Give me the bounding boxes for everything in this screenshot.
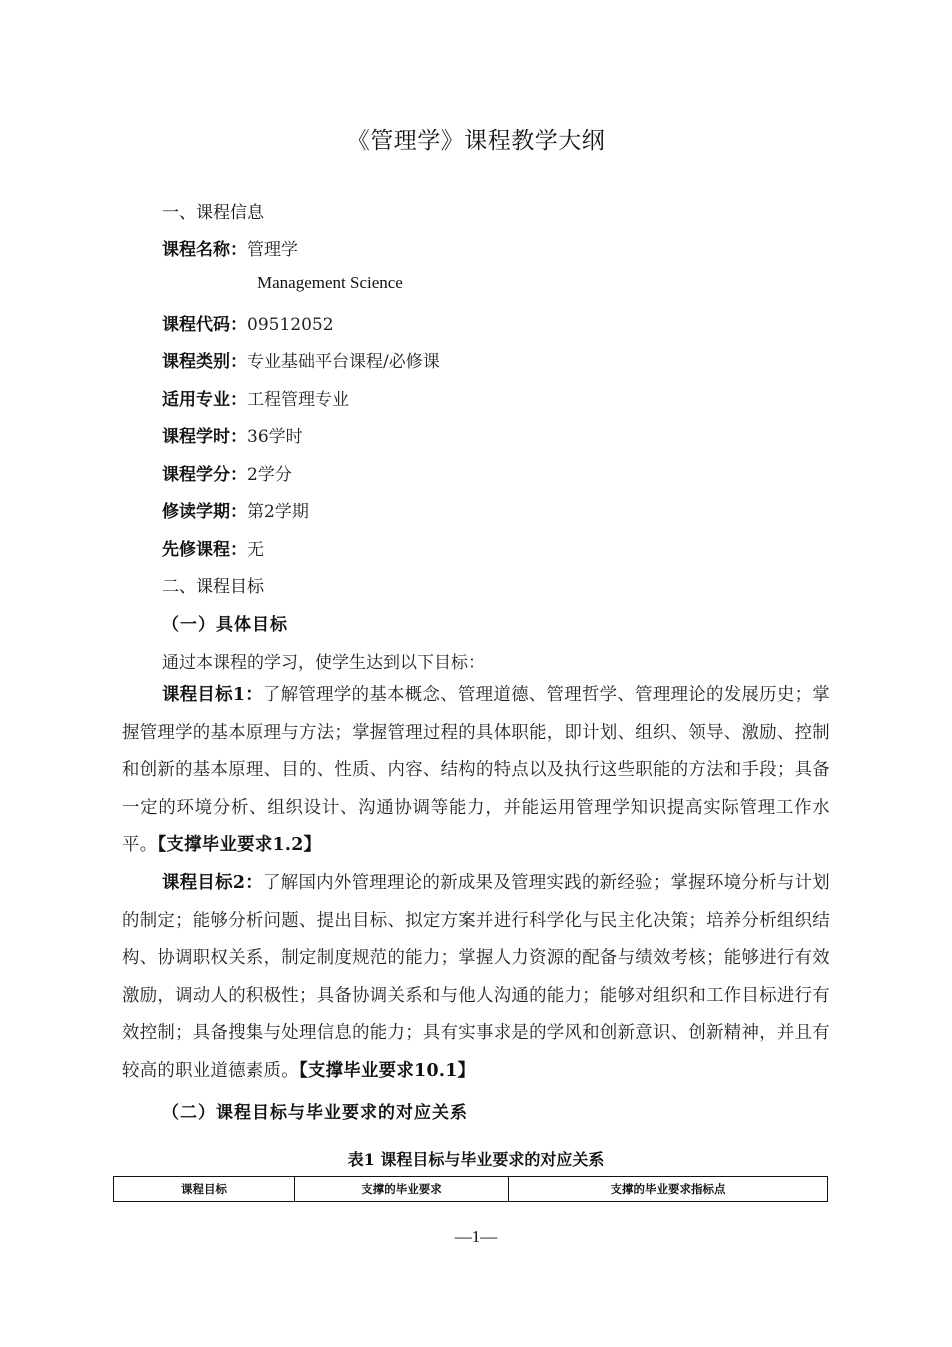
goal-mapping-table	[113, 1176, 828, 1202]
goal-text: 了解管理学的基本概念、管理道德、管理哲学、管理理论的发展历史；掌握管理学的基本原理与方法；掌握管理过程的具体职能，即计划、组织、领导、激励、控制和创新的基本原理、目的、性质、内容、结构的特点以及执行这些职能的方法和手段；具备一定的环境分析、组织设计、沟通协调等能力，并能运用管理学知识提高实际管理工作水平。	[122, 685, 830, 855]
goal-support: 【支撑毕业要求10.1】	[298, 1060, 476, 1081]
table-header-cell: 课程目标	[114, 1177, 295, 1202]
subheading-goal-mapping: （二）课程目标与毕业要求的对应关系	[162, 1103, 468, 1123]
field-value: 2学分	[247, 465, 292, 485]
field-course-hours	[162, 422, 303, 447]
field-label: 课程代码：	[162, 315, 247, 335]
table-caption: 表1 课程目标与毕业要求的对应关系	[347, 1150, 605, 1169]
field-value: 专业基础平台课程/必修课	[247, 352, 440, 372]
table-header-row	[114, 1177, 828, 1202]
field-value: 工程管理专业	[247, 390, 349, 410]
goal-label: 课程目标1：	[162, 685, 264, 705]
field-prerequisite	[162, 535, 264, 560]
field-value: 09512052	[247, 315, 334, 335]
field-label: 课程学分：	[162, 465, 247, 485]
course-english-name: Management Science	[257, 273, 403, 292]
section-heading-course-info: 一、课程信息	[162, 203, 264, 223]
goal-support: 【支撑毕业要求1.2】	[157, 835, 322, 855]
field-label: 课程类别：	[162, 352, 247, 372]
field-value: 第2学期	[247, 502, 309, 522]
field-label: 适用专业：	[162, 390, 247, 410]
course-goal-1	[122, 677, 830, 865]
table-header-cell: 支撑的毕业要求	[295, 1177, 509, 1202]
subheading-specific-goals: （一）具体目标	[162, 615, 288, 635]
goals-intro: 通过本课程的学习，使学生达到以下目标：	[162, 653, 485, 673]
field-label: 课程名称：	[162, 240, 247, 260]
page-number: —1—	[454, 1227, 498, 1246]
field-applicable-major	[162, 385, 349, 410]
field-label: 先修课程：	[162, 540, 247, 560]
field-course-category	[162, 347, 440, 372]
table-header-cell: 支撑的毕业要求指标点	[509, 1177, 828, 1202]
goal-text: 了解国内外管理理论的新成果及管理实践的新经验；掌握环境分析与计划的制定；能够分析问题、提出目标、拟定方案并进行科学化与民主化决策；培养分析组织结构、协调职权关系，制定制度规范的能力；掌握人力资源的配备与绩效考核；能够进行有效激励，调动人的积极性；具备协调关系和与他人沟通的能力；能够对组织和工作目标进行有效控制；具备搜集与处理信息的能力；具有实事求是的学风和创新意识、创新精神，并且有较高的职业道德素质。	[122, 873, 830, 1081]
field-course-credits	[162, 460, 292, 485]
goal-label: 课程目标2：	[162, 873, 264, 893]
course-goal-2	[122, 865, 830, 1090]
field-value: 无	[247, 540, 264, 560]
field-semester	[162, 497, 309, 522]
field-value: 管理学	[247, 240, 298, 260]
field-course-code	[162, 310, 334, 335]
field-course-name	[162, 235, 298, 260]
page-title: 《管理学》课程教学大纲	[346, 128, 606, 154]
section-heading-course-goals: 二、课程目标	[162, 577, 264, 597]
field-value: 36学时	[247, 427, 303, 447]
field-label: 修读学期：	[162, 502, 247, 522]
field-label: 课程学时：	[162, 427, 247, 447]
